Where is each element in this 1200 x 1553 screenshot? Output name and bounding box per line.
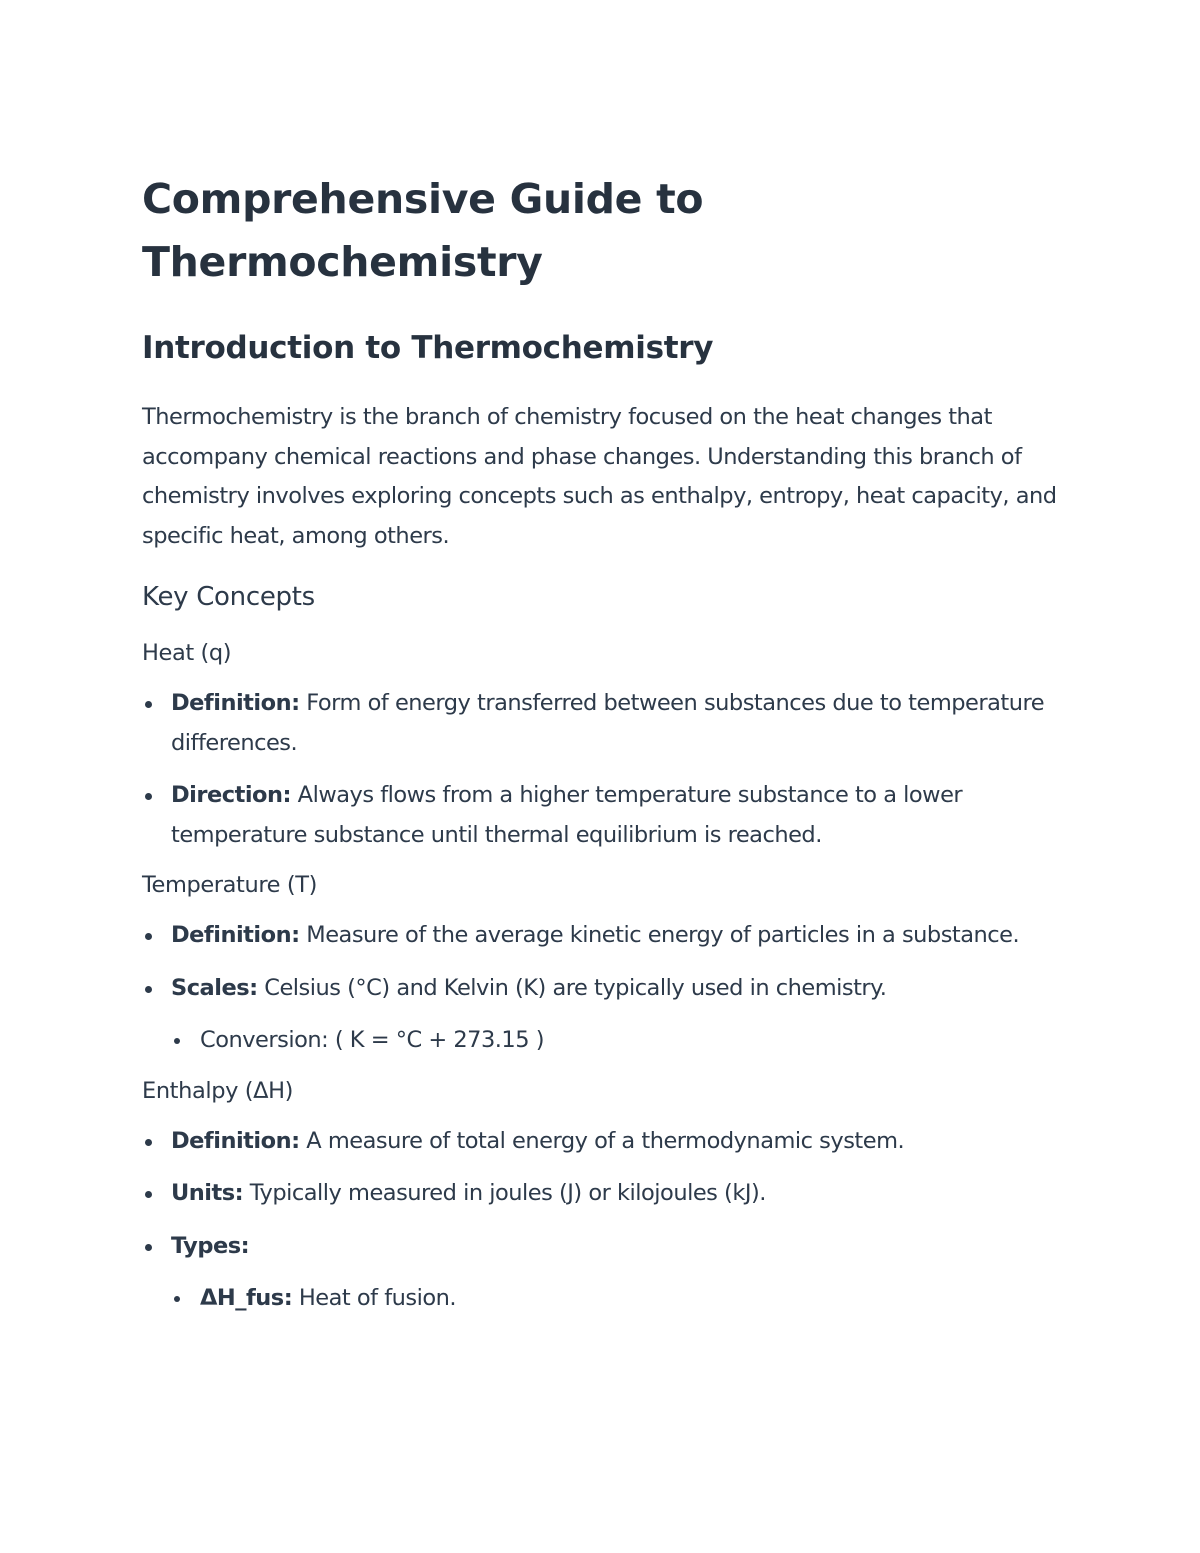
heat-list [142,684,1062,855]
list-item [142,684,1062,763]
item-term: Definition: [171,922,300,948]
list-item [142,776,1062,855]
item-text: A measure of total energy of a thermodynamic system. [299,1127,905,1154]
item-term: Definition: [171,1127,300,1154]
enthalpy-heading: Enthalpy (ΔH) [142,1077,294,1104]
item-term: Types: [171,1232,250,1259]
item-term: ΔH_fus: [200,1285,293,1311]
intro-paragraph: Thermochemistry is the branch of chemistry focused on the heat changes that accompany chemical reactions and phase changes. Understanding this branch of chemistry involves exploring concepts such as enthalpy, entropy, heat capacity, and specific heat, among others. [142,404,1057,549]
enthalpy-list [142,1122,1062,1319]
section-title: Introduction to Thermochemistry [142,330,714,366]
temperature-list [142,916,1062,1061]
temperature-heading: Temperature (T) [142,872,317,898]
item-text: Celsius (°C) and Kelvin (K) are typically used in chemistry. [257,974,887,1001]
sub-list-item [171,1279,1062,1319]
document-page [142,168,1062,1332]
item-term: Units: [171,1180,244,1206]
key-concepts-heading: Key Concepts [142,582,315,612]
list-item [142,1122,1062,1162]
item-text: Always flows from a higher temperature substance to a lower temperature substance until thermal equilibrium is reached. [171,782,963,848]
item-text: Form of energy transferred between substances due to temperature differences. [171,690,1045,756]
item-term: Scales: [171,974,258,1001]
list-item [142,1227,1062,1319]
heat-heading: Heat (q) [142,640,232,666]
sub-list-item: Conversion: ( K = °C + 273.15 ) [171,1021,1062,1061]
document-title: Comprehensive Guide to Thermochemistry [142,175,704,286]
list-item [142,1174,1062,1214]
item-term: Direction: [171,782,292,808]
item-text: Typically measured in joules (J) or kilojoules (kJ). [243,1180,766,1206]
item-text: Measure of the average kinetic energy of particles in a substance. [299,922,1020,948]
item-term: Definition: [171,690,300,716]
list-item [142,916,1062,956]
conversion-sublist [171,1021,1062,1061]
types-sublist [171,1279,1062,1319]
list-item [142,969,1062,1061]
item-text: Heat of fusion. [292,1285,457,1311]
